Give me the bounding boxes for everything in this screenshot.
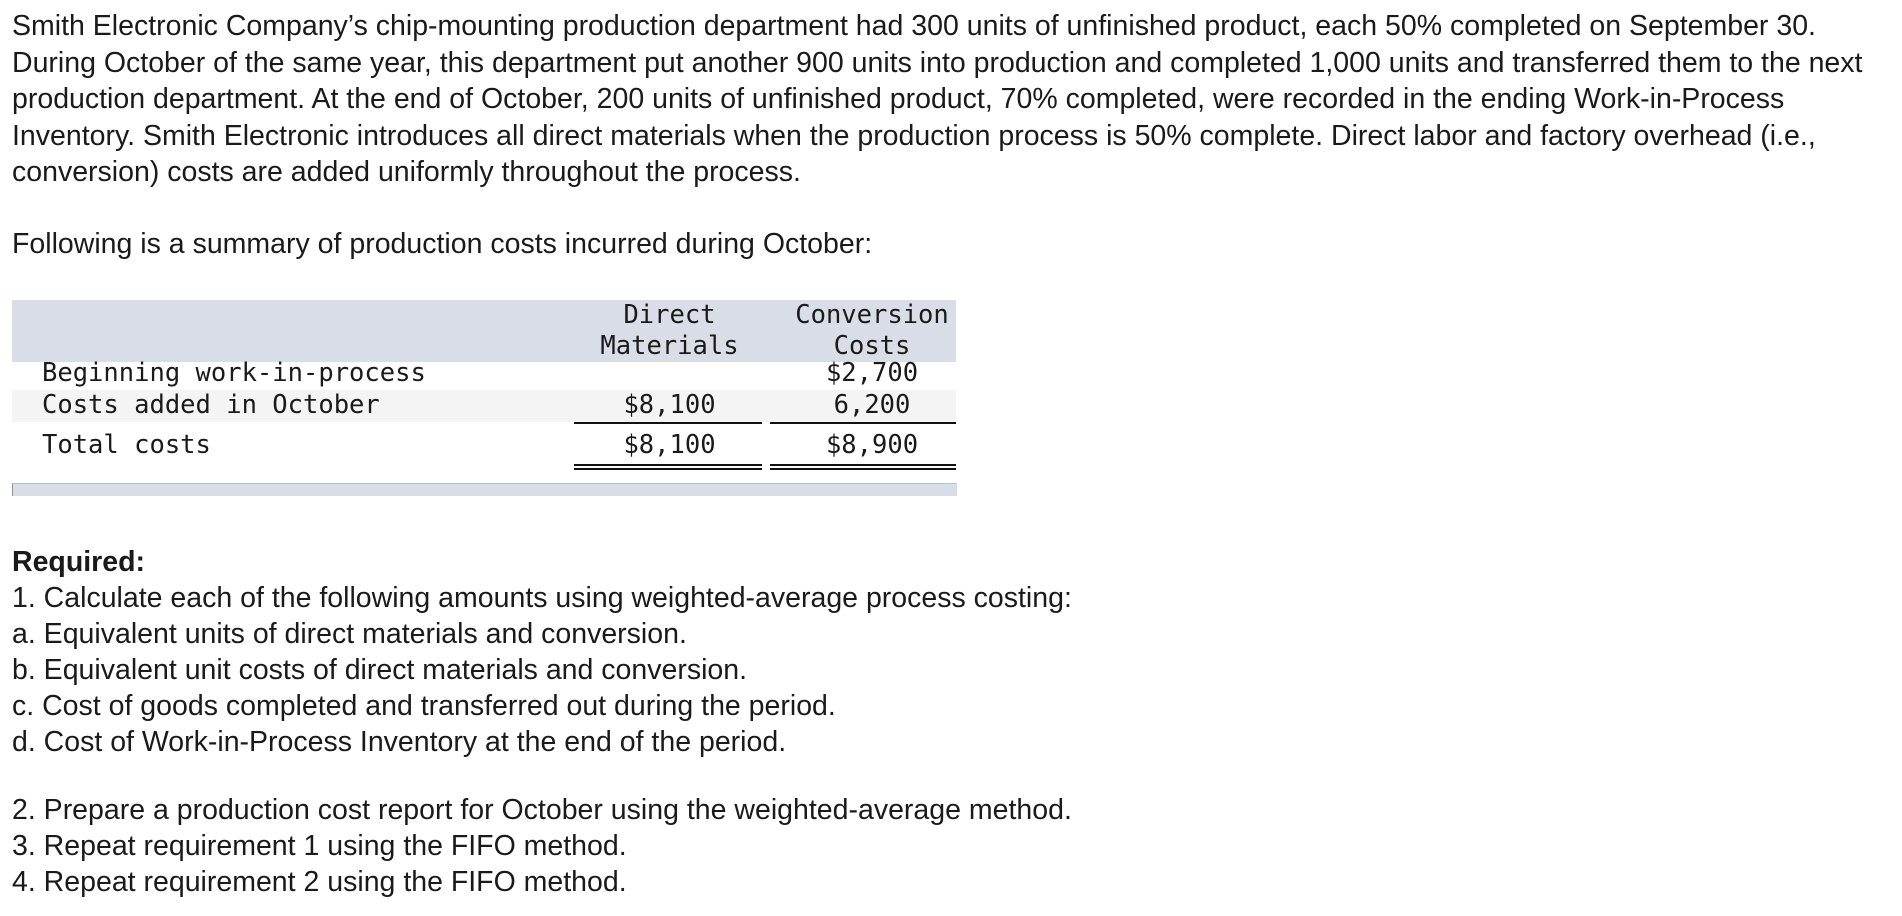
- required-item: b. Equivalent unit costs of direct materials and conversion.: [12, 654, 748, 686]
- row-label: Costs added in October: [42, 390, 380, 420]
- row-label: Total costs: [42, 430, 211, 460]
- required-item: 1. Calculate each of the following amounts using weighted-average process costing:: [12, 582, 1072, 614]
- required-item: c. Cost of goods completed and transferred out during the period.: [12, 690, 836, 722]
- summary-lead-text: Following is a summary of production costs incurred during October:: [12, 228, 873, 260]
- header-conversion-costs: Conversion Costs: [795, 300, 949, 361]
- row-label: Beginning work-in-process: [42, 358, 426, 388]
- required-list-2: [12, 792, 1072, 900]
- row-value-conversion: $8,900: [825, 430, 919, 460]
- table-footer-bar: [12, 483, 957, 496]
- required-list-1: [12, 580, 1072, 760]
- total-double-rule-materials: [574, 464, 762, 470]
- subtotal-rule-materials: [574, 422, 762, 424]
- table-row-costs-added: [12, 390, 956, 422]
- intro-paragraph: Smith Electronic Company’s chip-mounting production department had 300 units of unfinished product, each 50% completed on September 30. During October of the same year, this department put another 900 units into production and completed 1,000 units and transferred them to the next production department. At the end of October, 200 units of unfinished product, 70% completed, were recorded in the ending Work-in-Process Inventory. Smith Electronic introduces all direct materials when the production process is 50% complete. Direct labor and factory overhead (i.e., conversion) costs are added uniformly throughout the process.: [12, 10, 1863, 188]
- row-value-materials: $8,100: [623, 430, 716, 460]
- required-item: 3. Repeat requirement 1 using the FIFO method.: [12, 830, 627, 862]
- required-heading: Required:: [12, 546, 146, 578]
- required-item: d. Cost of Work-in-Process Inventory at the end of the period.: [12, 726, 787, 758]
- required-item: 2. Prepare a production cost report for October using the weighted-average method.: [12, 794, 1072, 826]
- production-cost-table: [12, 300, 956, 462]
- row-value-conversion: 6,200: [833, 390, 911, 420]
- required-item: a. Equivalent units of direct materials and conversion.: [12, 618, 687, 650]
- required-item: 4. Repeat requirement 2 using the FIFO method.: [12, 866, 627, 898]
- row-value-conversion: $2,700: [825, 358, 919, 388]
- total-double-rule-conversion: [770, 464, 956, 470]
- table-row-beginning-wip: [12, 358, 956, 390]
- row-value-materials: $8,100: [623, 390, 716, 420]
- table-row-total-costs: [12, 430, 956, 462]
- table-header-row: [12, 300, 956, 362]
- subtotal-rule-conversion: [770, 422, 956, 424]
- header-direct-materials: Direct Materials: [600, 300, 739, 361]
